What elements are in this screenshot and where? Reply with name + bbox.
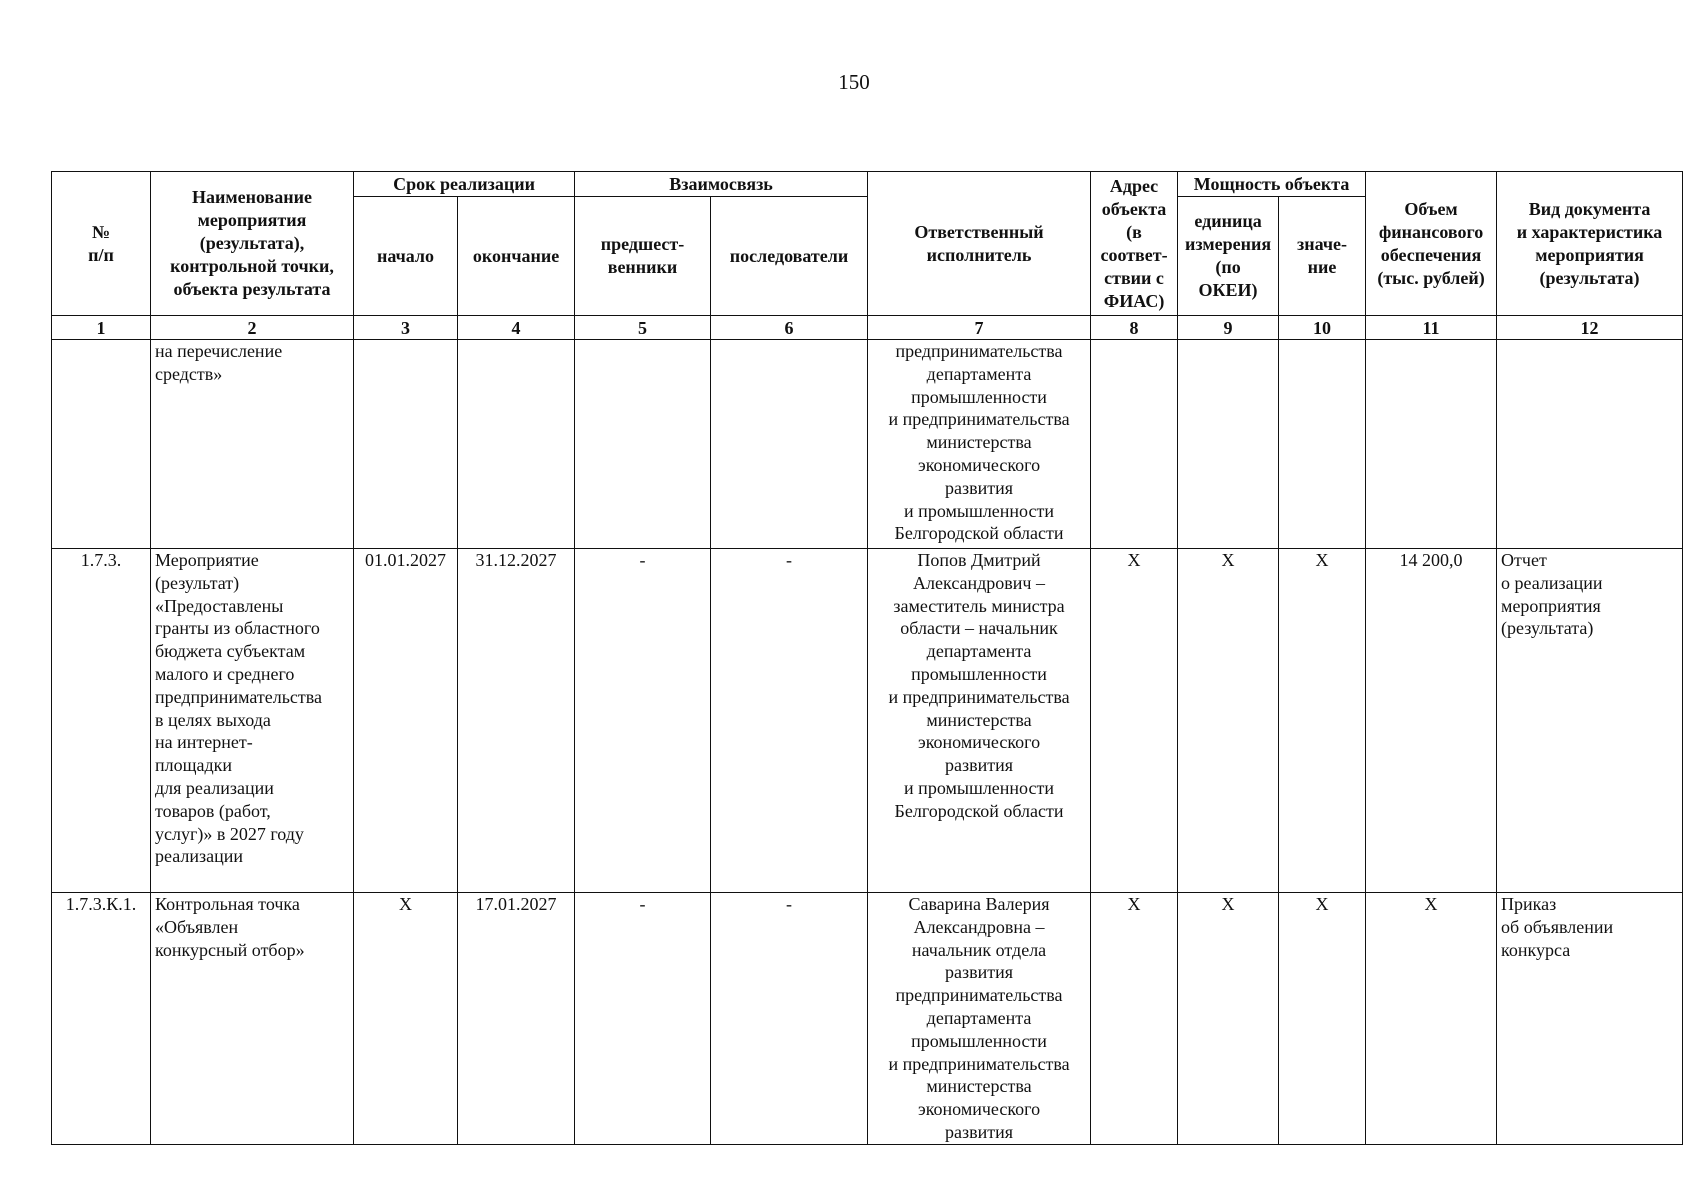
column-number-row [52,316,1683,340]
text-line: соответ- [1100,244,1168,265]
text-line: промышленности [911,663,1047,684]
text-line: департамента [926,1007,1032,1028]
text-line: Саварина Валерия [908,894,1050,914]
text-line: № [91,221,111,242]
text-line: Белгородской области [894,800,1064,821]
text-line: Александрович – [913,572,1045,593]
text-line: (результата) [1501,618,1594,639]
cell-name [151,893,354,1145]
header-start: начало [354,197,458,316]
text-line: измерения [1184,234,1272,254]
cell-predecessors: - [575,549,711,893]
text-line: промышленности [911,1030,1047,1051]
text-line: и предпринимательства [888,1053,1070,1074]
text-line: заместитель министра [893,595,1065,616]
cell-successors: - [711,549,868,893]
column-number: 3 [354,316,458,340]
column-number: 10 [1279,316,1366,340]
column-number: 4 [458,316,575,340]
text-line: Контрольная точка [155,894,300,914]
text-line: департамента [926,363,1032,384]
text-line: реализации [155,846,243,867]
cell-start [354,340,458,549]
text-line: области – начальник [900,618,1058,639]
text-line: и характеристика [1516,221,1663,242]
header-period: Срок реализации [354,172,575,197]
cell-end: 17.01.2027 [458,893,575,1145]
text-line: предпринимательства [895,985,1063,1006]
header-address [1091,172,1178,316]
cell-value: X [1279,893,1366,1145]
text-line: услуг)» в 2027 году [155,823,304,844]
text-line: Приказ [1501,894,1557,914]
cell-successors: - [711,893,868,1145]
text-line: и промышленности [904,500,1054,521]
text-line: (результат) [155,572,240,593]
text-line: промышленности [911,386,1047,407]
header-finance [1366,172,1497,316]
cell-address: X [1091,549,1178,893]
text-line: об объявлении [1501,916,1614,937]
text-line: и промышленности [904,777,1054,798]
cell-address [1091,340,1178,549]
cell-unit: X [1178,549,1279,893]
text-line: «Предоставлены [155,595,284,616]
column-number: 12 [1497,316,1683,340]
text-line: значе- [1297,234,1348,254]
cell-value: X [1279,549,1366,893]
text-line: п/п [88,244,114,265]
text-line: ОКЕИ) [1198,280,1258,300]
header-value [1279,197,1366,316]
text-line: объекта результата [173,279,331,299]
text-line: развития [945,755,1014,776]
cell-start: X [354,893,458,1145]
text-line: (результата), [199,233,305,253]
cell-document [1497,893,1683,1145]
text-line: начальник отдела [911,939,1047,960]
header-responsible [868,172,1091,316]
text-line: Мероприятие [155,550,259,570]
text-line: для реализации [155,777,274,798]
cell-unit [1178,340,1279,549]
cell-finance: X [1366,893,1497,1145]
text-line: предшест- [600,234,685,254]
text-line: экономического [917,1099,1041,1120]
text-line: мероприятия [197,210,307,230]
column-number: 11 [1366,316,1497,340]
text-line: министерства [926,432,1032,453]
cell-num: 1.7.3.К.1. [52,893,151,1145]
text-line: развития [945,477,1014,498]
text-line: на интернет- [155,732,253,753]
text-line: Адрес [1109,175,1159,196]
cell-predecessors [575,340,711,549]
text-line: в целях выхода [155,709,271,730]
text-line: экономического [917,454,1041,475]
text-line: Вид документа [1528,198,1651,219]
header-predecessors [575,197,711,316]
cell-value [1279,340,1366,549]
text-line: венники [607,257,678,277]
header-num [52,172,151,316]
text-line: министерства [926,1076,1032,1097]
text-line: конкурса [1501,939,1571,960]
text-line: о реализации [1501,572,1603,593]
text-line: ствии с [1104,267,1164,288]
text-line: (тыс. рублей) [1377,267,1485,288]
text-line: (по [1215,257,1241,277]
header-row-1 [52,172,1683,197]
text-line: мероприятия [1535,244,1644,265]
page-number: 150 [838,70,870,94]
text-line: объекта [1101,198,1167,219]
text-line: финансового [1378,221,1484,242]
table-row [52,340,1683,549]
cell-finance: 14 200,0 [1366,549,1497,893]
text-line: обеспечения [1380,244,1482,265]
text-line: экономического [917,732,1041,753]
text-line: (результата) [1539,267,1640,288]
text-line: развития [945,1121,1014,1142]
header-unit [1178,197,1279,316]
cell-responsible [868,893,1091,1145]
text-line: мероприятия [1501,595,1601,616]
text-line: развития [945,962,1014,983]
text-line: «Объявлен [155,916,239,937]
text-line: Александровна – [913,916,1045,937]
column-number: 7 [868,316,1091,340]
header-document [1497,172,1683,316]
header-relation: Взаимосвязь [575,172,868,197]
text-line: Объем [1404,198,1458,219]
text-line: и предпринимательства [888,686,1070,707]
cell-successors [711,340,868,549]
text-line: контрольной точки, [170,256,334,276]
header-name [151,172,354,316]
text-line: Попов Дмитрий [917,550,1041,570]
cell-name [151,340,354,549]
header-end: окончание [458,197,575,316]
text-line: Ответственный [914,221,1044,242]
cell-document [1497,340,1683,549]
cell-start: 01.01.2027 [354,549,458,893]
plan-table [51,171,1683,1145]
text-line: департамента [926,641,1032,662]
column-number: 1 [52,316,151,340]
cell-end [458,340,575,549]
text-line: и предпринимательства [888,409,1070,430]
text-line: конкурсный отбор» [155,939,305,960]
text-line: предпринимательства [155,686,323,707]
text-line: средств» [155,363,223,384]
cell-document [1497,549,1683,893]
column-number: 6 [711,316,868,340]
cell-unit: X [1178,893,1279,1145]
column-number: 9 [1178,316,1279,340]
text-line: Белгородской области [894,523,1064,544]
text-line: товаров (работ, [155,800,271,821]
column-number: 5 [575,316,711,340]
text-line: гранты из областного [155,618,320,639]
cell-num: 1.7.3. [52,549,151,893]
column-number: 2 [151,316,354,340]
text-line: площадки [155,755,233,776]
cell-num [52,340,151,549]
text-line: министерства [926,709,1032,730]
header-capacity: Мощность объекта [1178,172,1366,197]
text-line: предпринимательства [895,341,1063,361]
cell-end: 31.12.2027 [458,549,575,893]
text-line: ФИАС) [1103,290,1165,311]
cell-finance [1366,340,1497,549]
text-line: ние [1307,257,1337,277]
cell-predecessors: - [575,893,711,1145]
text-line: исполнитель [926,244,1032,265]
text-line: Наименование [192,187,312,207]
cell-responsible [868,340,1091,549]
text-line: малого и среднего [155,663,295,684]
cell-responsible [868,549,1091,893]
text-line: бюджета субъектам [155,641,306,662]
text-line: единица [1194,211,1262,231]
table-row [52,893,1683,1145]
cell-name [151,549,354,893]
column-number: 8 [1091,316,1178,340]
text-line: Отчет [1501,550,1547,570]
text-line: (в [1126,221,1142,242]
text-line: на перечисление [155,341,283,361]
cell-address: X [1091,893,1178,1145]
table-row [52,549,1683,893]
header-successors: последователи [711,197,868,316]
